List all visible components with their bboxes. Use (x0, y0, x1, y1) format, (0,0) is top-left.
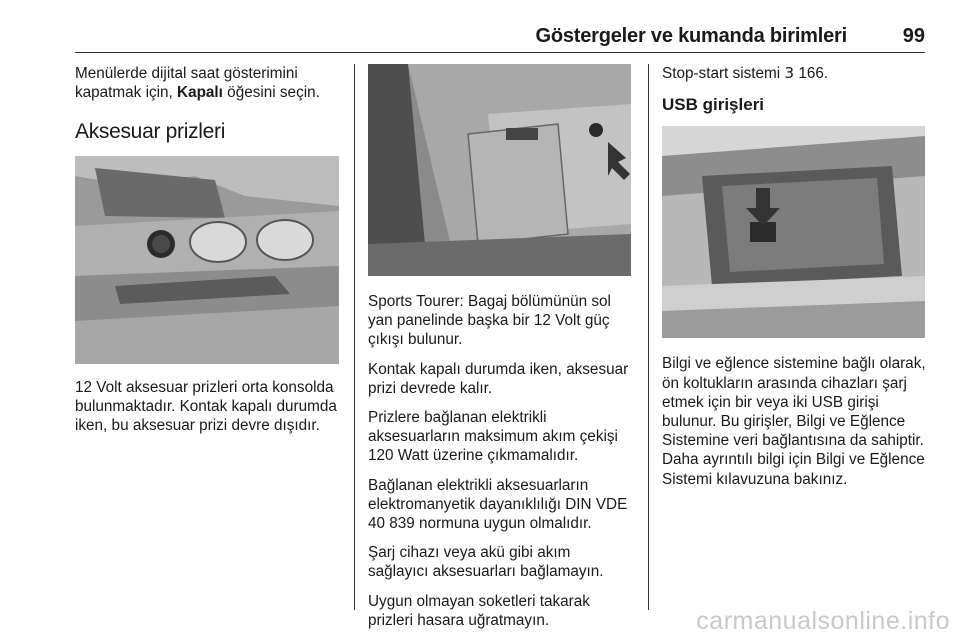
column-right (662, 64, 932, 499)
usb-text: Bilgi ve eğlence sistemine bağlı olarak, ön koltukların arasında cihazları şarj etmek için bir veya iki USB girişi bulunur. Bu girişler, Bilgi ve Eğlence Sistemine veri bağlantısına da sahiptir. Daha ayrıntılı bilgi için Bilgi ve Eğlence Sistemi kılavuzuna bakınız. (662, 355, 926, 488)
stop-start-reference: Stop-start sistemi 3 166. (662, 64, 829, 82)
column-divider (648, 64, 649, 610)
page-number: 99 (902, 25, 925, 47)
column-middle (368, 64, 633, 640)
no-current-sources-text: Şarj cihazı veya akü gibi akım sağlayıcı aksesuarları bağlamayın. (368, 544, 604, 581)
off-option: Kapalı (177, 84, 223, 102)
section-title: Göstergeler ve kumanda birimleri (535, 25, 847, 47)
page-ref-arrow-icon: 3 (784, 64, 795, 82)
tourer-socket-text: Sports Tourer: Bagaj bölümünün sol yan panelinde başka bir 12 Volt güç çıkışı bulunur. (368, 293, 611, 349)
max-power-text: Prizlere bağlanan elektrikli aksesuarların maksimum akım çekişi 120 Watt üzerine çıkmamalıdır. (368, 409, 618, 465)
page-header (75, 22, 925, 53)
ignition-off-text: Kontak kapalı durumda iken, aksesuar prizi devrede kalır. (368, 360, 629, 397)
intro-paragraph: Menülerde dijital saat gösterimini kapatmak için, Kapalı öğesini seçin. (75, 65, 320, 102)
usb-ports-photo (662, 126, 925, 338)
center-console-socket-photo (75, 156, 339, 364)
emc-standard-text: Bağlanan elektrikli aksesuarların elektromanyetik dayanıklılığı DIN VDE 40 839 normuna uygun olmalıdır. (368, 476, 628, 533)
usb-heading: USB girişleri (662, 95, 765, 115)
trunk-socket-photo (368, 64, 631, 276)
unsuitable-plugs-text: Uygun olmayan soketleri takarak prizleri hasara uğratmayın. (368, 592, 590, 629)
accessory-sockets-text: 12 Volt aksesuar prizleri orta konsolda bulunmaktadır. Kontak kapalı durumda iken, bu aksesuar prizi devre dışıdır. (75, 378, 337, 435)
watermark: carmanualsonline.info (696, 607, 950, 635)
column-left (75, 64, 345, 445)
accessory-sockets-heading: Aksesuar prizleri (75, 120, 226, 144)
column-divider (354, 64, 355, 610)
